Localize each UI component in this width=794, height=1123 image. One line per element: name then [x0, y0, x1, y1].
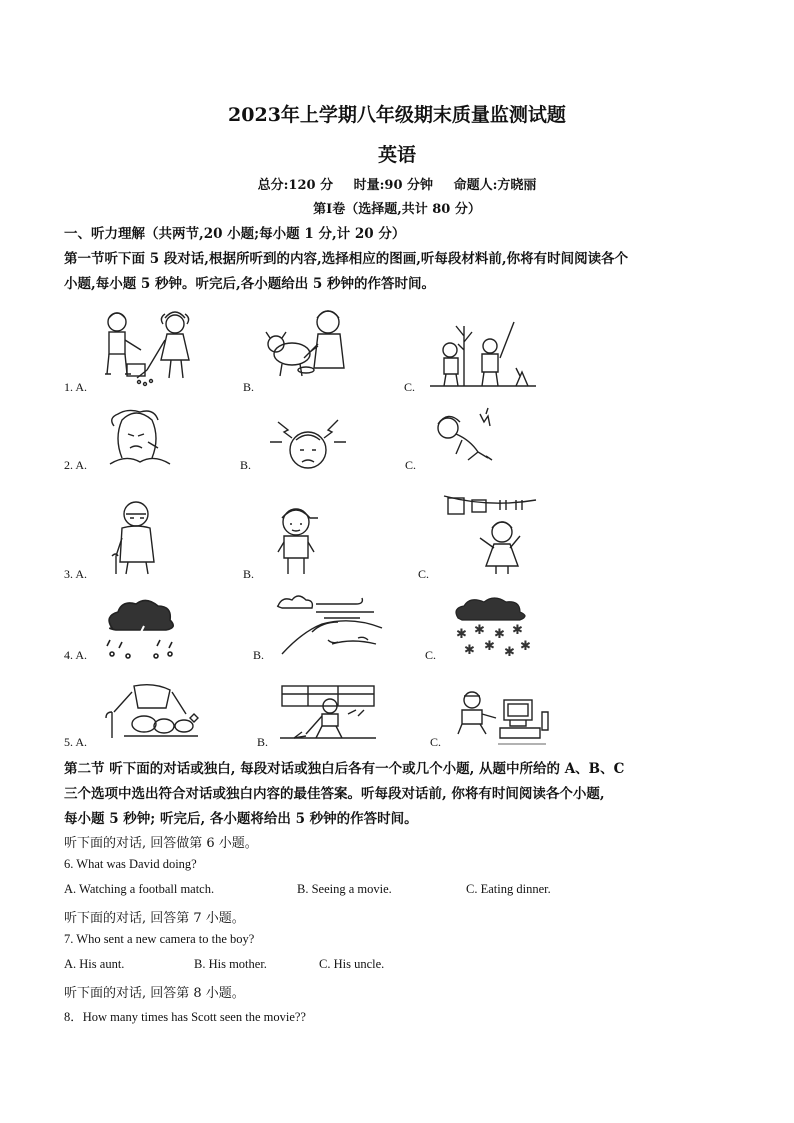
q7-option-a: A. His aunt.	[64, 957, 125, 971]
svg-text:✱: ✱	[504, 645, 515, 660]
q6-intro: 听下面的对话, 回答做第 6 小题。	[64, 836, 258, 851]
svg-text:✱: ✱	[484, 639, 495, 654]
q3-label-a: 3. A.	[64, 567, 88, 581]
svg-text:✱: ✱	[512, 623, 523, 638]
headache-picture	[266, 412, 350, 474]
svg-text:✱: ✱	[520, 639, 531, 654]
section2-instructions-line3: 每小题 5 秒钟; 听完后, 各小题将给出 5 秒钟的作答时间。	[64, 811, 418, 827]
q7-question: 7. Who sent a new camera to the boy?	[64, 932, 255, 946]
rain-thunder-picture	[100, 598, 186, 660]
q5-label-c: C.	[430, 735, 442, 749]
falling-woman-picture	[426, 406, 500, 466]
using-computer-picture	[450, 686, 550, 746]
subject-title: 英语	[377, 144, 416, 166]
q7-option-c: C. His uncle.	[319, 957, 385, 971]
section2-instructions-line2: 三个选项中选出符合对话或独白内容的最佳答案。听每段对话前, 你将有时间阅读各个小题,	[64, 786, 605, 802]
exam-meta	[0, 174, 794, 193]
time-limit: 时量:90 分钟	[353, 178, 434, 193]
q4-label-c: C.	[425, 648, 437, 662]
part1-heading: 一、听力理解（共两节,20 小题;每小题 1 分,计 20 分）	[64, 226, 406, 242]
washing-dishes-picture	[104, 682, 204, 740]
q3-label-b: B.	[243, 567, 255, 581]
q1-label-a: 1. A.	[64, 380, 88, 394]
section2-instructions-line1: 第二节 听下面的对话或独白, 每段对话或独白后各有一个或几个小题, 从题中所给的 A、B、C	[64, 761, 625, 777]
q6-option-b: B. Seeing a movie.	[297, 882, 392, 896]
snow-picture	[450, 596, 534, 662]
svg-text:✱: ✱	[464, 643, 475, 658]
q6-option-a: A. Watching a football match.	[64, 882, 215, 896]
q2-label-a: 2. A.	[64, 458, 88, 472]
q4-label-a: 4. A.	[64, 648, 88, 662]
q7-intro: 听下面的对话, 回答第 7 小题。	[64, 911, 245, 926]
q6-option-c: C. Eating dinner.	[466, 882, 551, 896]
boy-feeding-dog-picture	[262, 304, 362, 384]
q7-option-b: B. His mother.	[194, 957, 267, 971]
children-cleaning-picture	[95, 304, 205, 390]
windy-picture	[272, 592, 390, 662]
q5-label-a: 5. A.	[64, 735, 88, 749]
girl-clothesline-picture	[442, 486, 538, 578]
q1-label-c: C.	[404, 380, 416, 394]
q5-label-b: B.	[257, 735, 269, 749]
old-man-cane-picture	[104, 498, 174, 578]
sweeping-floor-picture	[278, 684, 378, 740]
volume-heading: 第Ⅰ卷（选择题,共计 80 分）	[313, 202, 481, 217]
q3-label-c: C.	[418, 567, 430, 581]
q8-question: 8．How many times has Scott seen the movie??	[64, 1010, 306, 1024]
q1-label-b: B.	[243, 380, 255, 394]
people-planting-trees-picture	[430, 316, 536, 390]
section1-instructions-line1: 第一节听下面 5 段对话,根据所听到的内容,选择相应的图画,听每段材料前,你将有时间阅读各个	[64, 251, 629, 267]
q4-label-b: B.	[253, 648, 265, 662]
section1-instructions-line2: 小题,每小题 5 秒钟。听完后,各小题给出 5 秒钟的作答时间。	[64, 276, 435, 292]
author: 命题人:方晓丽	[453, 178, 537, 193]
q6-question: 6. What was David doing?	[64, 857, 197, 871]
svg-text:✱: ✱	[474, 623, 485, 638]
total-score: 总分:120 分	[257, 178, 334, 193]
toothache-picture	[100, 408, 182, 466]
q2-label-c: C.	[405, 458, 417, 472]
svg-text:✱: ✱	[456, 627, 467, 642]
svg-text:✱: ✱	[494, 627, 505, 642]
q2-label-b: B.	[240, 458, 252, 472]
boy-cap-picture	[268, 500, 324, 578]
exam-title: 2023年上学期八年级期末质量监测试题	[228, 104, 566, 126]
q8-intro: 听下面的对话, 回答第 8 小题。	[64, 986, 245, 1001]
